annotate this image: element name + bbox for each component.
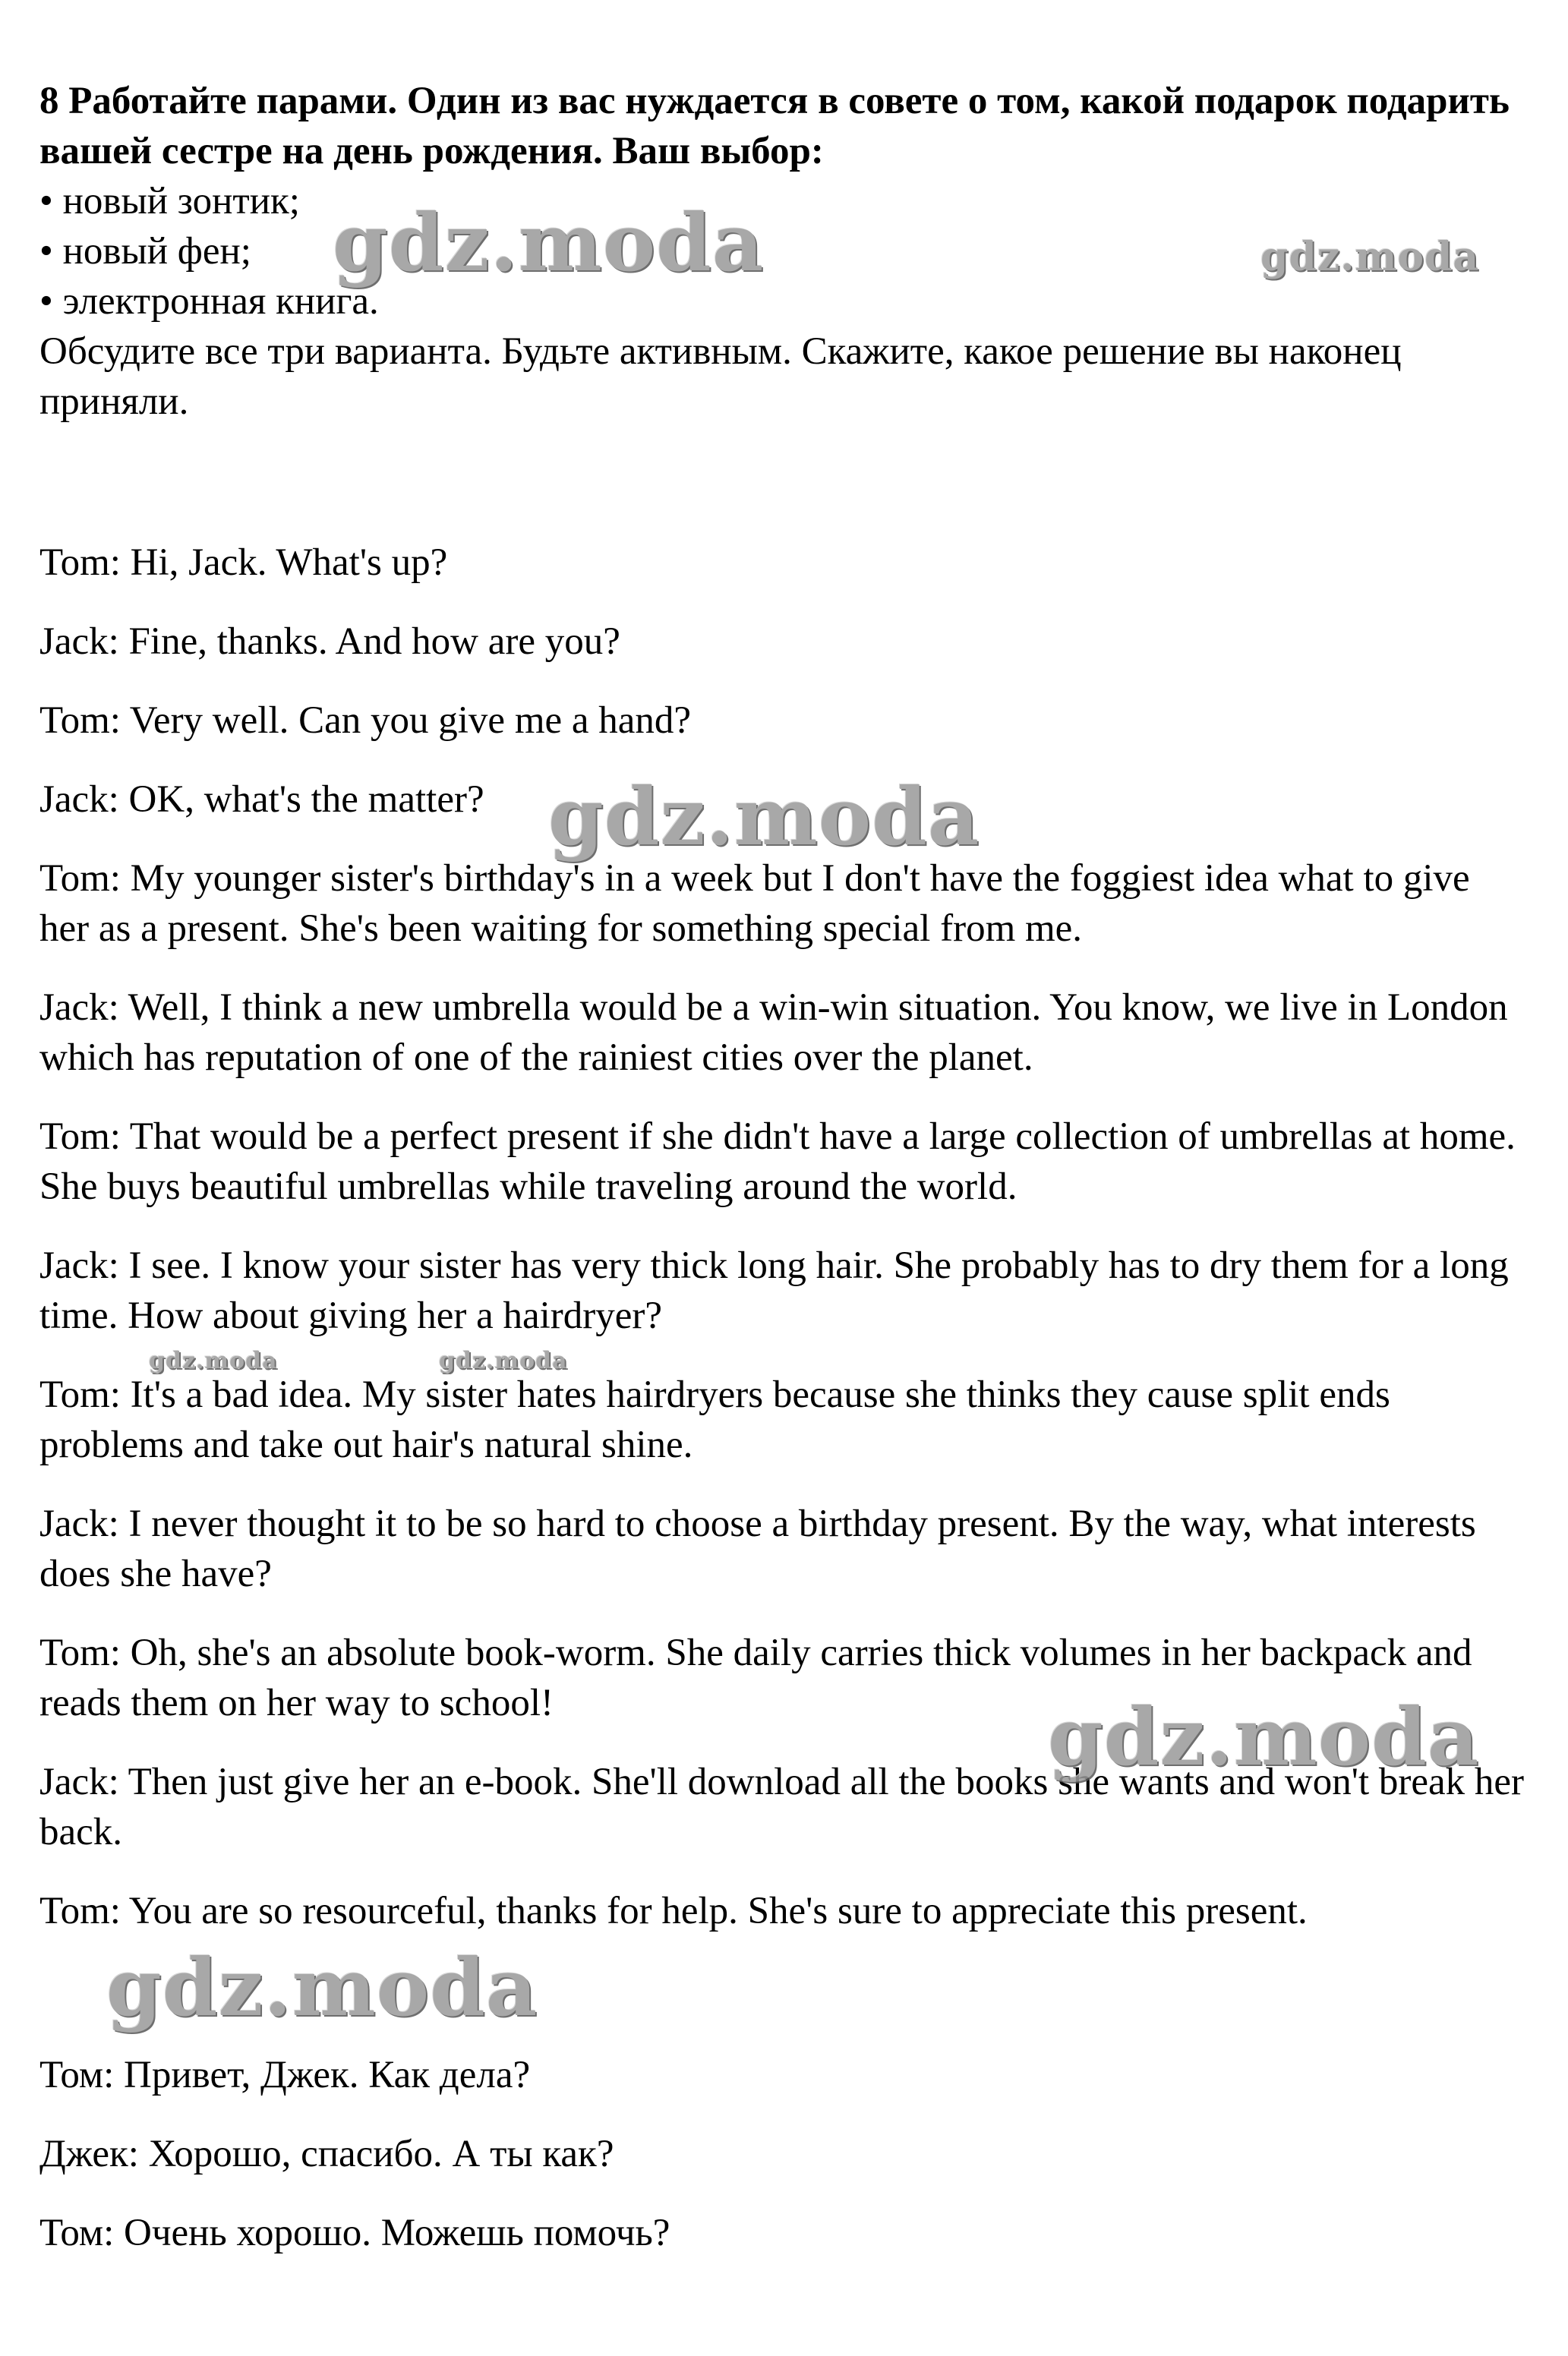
dialogue-line: Джек: Хорошо, спасибо. А ты как? bbox=[39, 2133, 614, 2175]
watermark: gdz.moda bbox=[333, 196, 765, 289]
dialogue-english bbox=[39, 538, 1528, 1936]
dialogue-line: Jack: I never thought it to be so hard to choose a birthday present. By the way, what interests does she have? bbox=[39, 1503, 1476, 1595]
task-instruction: Обсудите все три варианта. Будьте активным. Скажите, какое решение вы наконец приняли. bbox=[39, 330, 1402, 423]
watermark: gdz.moda bbox=[106, 1941, 538, 2034]
watermark: gdz.moda bbox=[1260, 234, 1480, 280]
watermark: gdz.moda bbox=[1048, 1690, 1480, 1784]
dialogue-line: Том: Очень хорошо. Можешь помочь? bbox=[39, 2212, 670, 2254]
dialogue-russian bbox=[39, 2050, 1528, 2258]
dialogue-line: Tom: My younger sister's birthday's in a week but I don't have the foggiest idea what to give her as a present. She's been waiting for something special from me. bbox=[39, 857, 1470, 950]
dialogue-line: Jack: Then just give her an e-book. She'll download all the books she wants and won't break her back. bbox=[39, 1761, 1524, 1853]
dialogue-line: Jack: OK, what's the matter? bbox=[39, 778, 484, 821]
dialogue-line: Tom: That would be a perfect present if she didn't have a large collection of umbrellas at home. She buys beautiful umbrellas while traveling around the world. bbox=[39, 1115, 1516, 1208]
dialogue-line: Tom: It's a bad idea. My sister hates hairdryers because she thinks they cause split ends problems and take out hair's natural shine. bbox=[39, 1374, 1390, 1466]
option-hairdryer: • новый фен; bbox=[39, 226, 1528, 276]
watermark: gdz.moda bbox=[548, 770, 980, 863]
dialogue-line: Tom: Oh, she's an absolute book-worm. She daily carries thick volumes in her backpack and reads them on her way to school! bbox=[39, 1632, 1472, 1724]
options-list bbox=[39, 176, 1528, 326]
dialogue-line: Tom: Very well. Can you give me a hand? bbox=[39, 699, 692, 742]
dialogue-line: Tom: You are so resourceful, thanks for help. She's sure to appreciate this present. bbox=[39, 1890, 1308, 1932]
dialogue-line: Jack: Well, I think a new umbrella would be a win-win situation. You know, we live in London which has reputation of one of the rainiest cities over the planet. bbox=[39, 986, 1508, 1079]
watermark: gdz.moda bbox=[439, 1348, 568, 1374]
dialogue-line: Том: Привет, Джек. Как дела? bbox=[39, 2054, 531, 2096]
task-title: 8 Работайте парами. Один из вас нуждается в совете о том, какой подарок подарить вашей сестре на день рождения. Ваш выбор: bbox=[39, 80, 1510, 172]
dialogue-line: Tom: Hi, Jack. What's up? bbox=[39, 541, 448, 584]
dialogue-line: Jack: Fine, thanks. And how are you? bbox=[39, 620, 620, 663]
dialogue-line: Jack: I see. I know your sister has very thick long hair. She probably has to dry them for a long time. How about giving her a hairdryer? bbox=[39, 1244, 1509, 1337]
watermark: gdz.moda bbox=[149, 1348, 278, 1374]
option-umbrella: • новый зонтик; bbox=[39, 176, 1528, 226]
option-ebook: • электронная книга. bbox=[39, 276, 1528, 326]
document-page bbox=[39, 76, 1528, 2287]
